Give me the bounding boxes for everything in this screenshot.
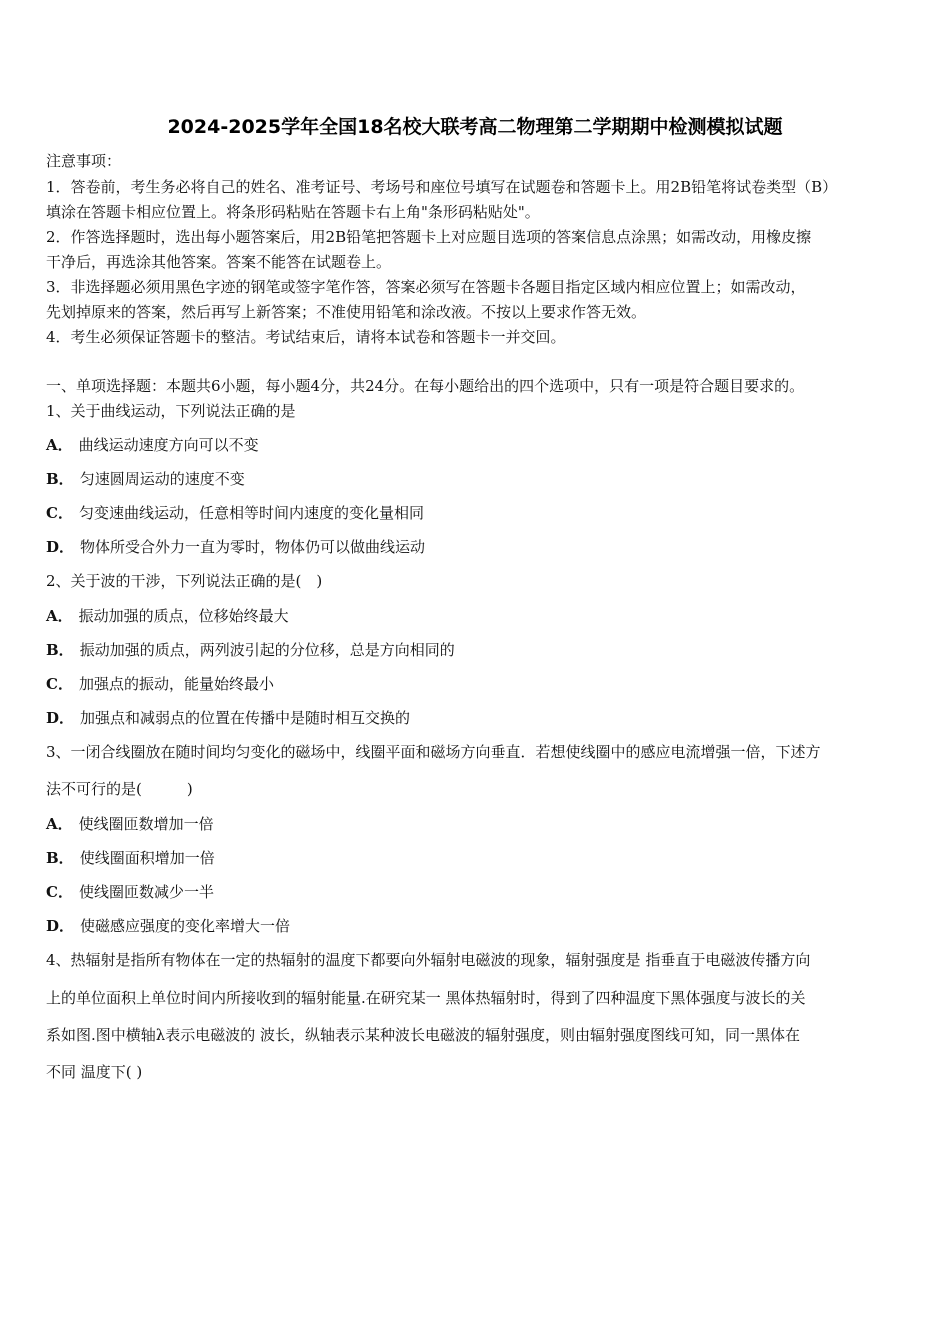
notice-line: 4．考生必须保证答题卡的整洁。考试结束后，请将本试卷和答题卡一并交回。 [46, 328, 566, 346]
question-stem: 不同 温度下( ) [46, 1063, 143, 1081]
question-stem: 2、关于波的干涉，下列说法正确的是( ) [46, 572, 323, 590]
option-c [46, 503, 424, 523]
option-key: A． [46, 815, 73, 833]
option-text: 匀速圆周运动的速度不变 [79, 470, 245, 488]
option-text: 使磁感应强度的变化率增大一倍 [80, 917, 291, 935]
section-heading: 一、单项选择题：本题共6小题，每小题4分，共24分。在每小题给出的四个选项中，只有一项是符合题目要求的。 [46, 377, 805, 395]
option-key: A． [46, 607, 73, 625]
option-text: 加强点的振动，能量始终最小 [78, 675, 274, 693]
page-title: 2024-2025学年全国18名校大联考高二物理第二学期期中检测模拟试题 [167, 116, 783, 138]
option-text: 加强点和减弱点的位置在传播中是随时相互交换的 [80, 709, 411, 727]
notice-line: 干净后，再选涂其他答案。答案不能答在试题卷上。 [46, 253, 392, 271]
option-b [46, 469, 245, 489]
option-a [46, 814, 214, 834]
option-key: A． [46, 436, 73, 454]
option-text: 曲线运动速度方向可以不变 [78, 436, 259, 454]
option-text: 使线圈匝数减少一半 [78, 883, 214, 901]
question-stem: 法不可行的是( ) [46, 780, 193, 798]
option-a [46, 606, 289, 626]
question-stem: 4、热辐射是指所有物体在一定的热辐射的温度下都要向外辐射电磁波的现象，辐射强度是 指垂直于电磁波传播方向 [46, 951, 811, 969]
option-key: D． [46, 709, 75, 727]
option-text: 振动加强的质点，两列波引起的分位移，总是方向相同的 [79, 641, 455, 659]
notice-line: 2．作答选择题时，选出每小题答案后，用2B铅笔把答题卡上对应题目选项的答案信息点涂黑；如需改动，用橡皮擦 [46, 228, 812, 246]
option-text: 振动加强的质点，位移始终最大 [78, 607, 289, 625]
option-d [46, 708, 410, 728]
option-b [46, 848, 215, 868]
option-key: C． [46, 675, 73, 693]
notice-line: 1．答卷前，考生务必将自己的姓名、准考证号、考场号和座位号填写在试题卷和答题卡上。用2B铅笔将试卷类型（B） [46, 178, 838, 196]
option-key: D． [46, 538, 75, 556]
option-d [46, 916, 290, 936]
option-key: D． [46, 917, 75, 935]
notice-line: 先划掉原来的答案，然后再写上新答案；不准使用铅笔和涂改液。不按以上要求作答无效。 [46, 303, 647, 321]
option-d [46, 537, 425, 557]
option-text: 使线圈面积增加一倍 [79, 849, 215, 867]
notice-line: 填涂在答题卡相应位置上。将条形码粘贴在答题卡右上角"条形码粘贴处"。 [46, 203, 540, 221]
option-text: 匀变速曲线运动，任意相等时间内速度的变化量相同 [78, 504, 424, 522]
option-a [46, 435, 259, 455]
notice-line: 3．非选择题必须用黑色字迹的钢笔或签字笔作答，答案必须写在答题卡各题目指定区域内相应位置上；如需改动， [46, 278, 806, 296]
notice-heading: 注意事项： [46, 152, 122, 170]
question-stem: 上的单位面积上单位时间内所接收到的辐射能量.在研究某一 黑体热辐射时，得到了四种温度下黑体强度与波长的关 [46, 989, 806, 1007]
option-key: B． [46, 849, 74, 867]
option-key: C． [46, 883, 73, 901]
option-text: 使线圈匝数增加一倍 [78, 815, 214, 833]
option-text: 物体所受合外力一直为零时，物体仍可以做曲线运动 [80, 538, 426, 556]
option-c [46, 882, 214, 902]
question-stem: 1、关于曲线运动，下列说法正确的是 [46, 402, 296, 420]
question-stem: 系如图.图中横轴λ表示电磁波的 波长，纵轴表示某种波长电磁波的辐射强度，则由辐射强度图线可知，同一黑体在 [46, 1026, 801, 1044]
option-b [46, 640, 455, 660]
option-key: C． [46, 504, 73, 522]
option-c [46, 674, 274, 694]
option-key: B． [46, 470, 74, 488]
question-stem: 3、一闭合线圈放在随时间均匀变化的磁场中，线圈平面和磁场方向垂直．若想使线圈中的感应电流增强一倍，下述方 [46, 743, 821, 761]
option-key: B． [46, 641, 74, 659]
